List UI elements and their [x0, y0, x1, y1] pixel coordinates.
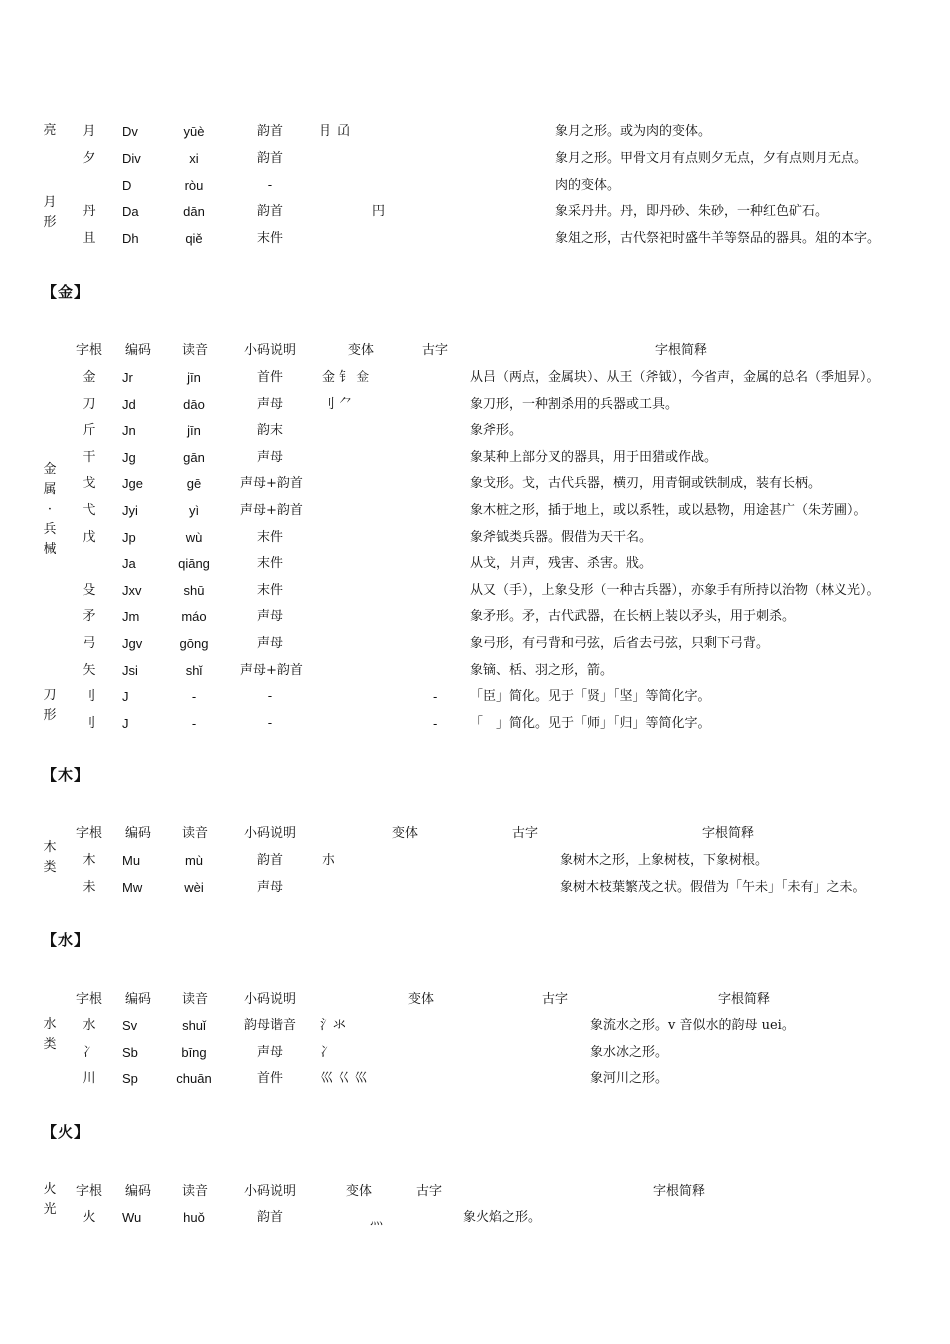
column-header: 读音	[181, 1184, 208, 1199]
column-header: 小码说明	[243, 826, 296, 841]
variant-forms: 刂 ⺈	[322, 396, 353, 412]
column-header: 编码	[124, 826, 151, 841]
radical-char: 刂	[82, 689, 96, 705]
radical-code: Wu	[122, 1210, 142, 1225]
pinyin: shǐ	[185, 662, 203, 678]
radical-char: 弋	[82, 503, 96, 518]
radical-explanation: 象斧钺类兵器。假借为天干名。	[470, 529, 653, 545]
radical-explanation: 从戈，爿声，残害、杀害。戕。	[470, 556, 653, 572]
column-header: 字根简释	[653, 1184, 706, 1199]
variant-forms: 冫	[320, 1044, 334, 1060]
radical-code: Ja	[122, 556, 136, 572]
pinyin: gān	[183, 449, 205, 465]
pinyin: bīng	[181, 1044, 207, 1060]
pinyin: jīn	[187, 423, 201, 439]
code-note: 声母	[256, 396, 283, 412]
column-header: 字根	[75, 826, 102, 841]
pinyin: gē	[186, 476, 202, 492]
radical-code: Da	[122, 204, 139, 219]
column-header: 变体	[408, 992, 435, 1007]
pinyin: qiāng	[178, 556, 210, 572]
radical-explanation: 象俎之形，古代祭祀时盛牛羊等祭品的器具。俎的本字。	[555, 231, 881, 246]
column-header: 小码说明	[243, 992, 296, 1007]
code-note: 韵首	[256, 853, 283, 868]
code-note: 声母+韵首	[240, 503, 303, 518]
radical-char: 月	[82, 124, 96, 139]
column-header: 读音	[181, 343, 208, 358]
pinyin: dān	[183, 204, 205, 219]
radical-code: J	[122, 715, 129, 731]
pinyin: jīn	[187, 370, 201, 385]
column-header: 变体	[392, 826, 419, 841]
radical-char: 刀	[82, 396, 96, 412]
radical-char: 殳	[82, 582, 96, 598]
radical-char: 木	[82, 853, 96, 868]
group-label: 木类	[43, 840, 57, 875]
column-header: 编码	[124, 992, 151, 1007]
variant-forms: 円	[372, 204, 386, 219]
pinyin: mù	[184, 853, 204, 868]
radical-char: 金	[82, 370, 96, 385]
pinyin: dāo	[183, 396, 205, 412]
variant-forms: 金 钅 𨤾	[322, 370, 370, 385]
radical-char: 冫	[82, 1044, 96, 1060]
radical-explanation: 「 」简化。见于「师」「归」等简化字。	[470, 715, 711, 731]
pinyin: yì	[188, 503, 200, 518]
code-note: 韵首	[256, 204, 283, 219]
radical-explanation: 象木桩之形，插于地上，或以系牲，或以悬物，用途甚广（朱芳圃）。	[470, 503, 867, 518]
group-label: 亮	[43, 123, 57, 138]
radical-explanation: 象树木之形，上象树枝，下象树根。	[560, 853, 769, 868]
pinyin: shuǐ	[182, 1018, 206, 1033]
pinyin: chuān	[176, 1071, 212, 1086]
group-label: 金属·兵械	[43, 462, 57, 557]
radical-code: Mw	[122, 879, 143, 895]
radical-explanation: 象弓形，有弓背和弓弦，后省去弓弦，只剩下弓背。	[470, 636, 770, 651]
radical-code: Dv	[122, 124, 138, 139]
variant-forms: 氵氺	[320, 1018, 347, 1033]
radical-char: 火	[82, 1210, 96, 1225]
section-title: 【水】	[42, 931, 91, 949]
code-note: -	[267, 715, 273, 731]
radical-char: 夕	[82, 151, 96, 166]
column-header: 编码	[124, 1184, 151, 1199]
radical-code: Jn	[122, 423, 136, 439]
code-note: 声母	[256, 449, 283, 465]
column-header: 字根	[75, 1184, 102, 1199]
radical-char: 刂	[82, 715, 96, 731]
radical-code: Mu	[122, 853, 141, 868]
column-header: 古字	[542, 992, 569, 1007]
code-note: 首件	[256, 370, 283, 385]
code-note: 韵首	[256, 124, 283, 139]
code-note: 声母+韵首	[240, 662, 303, 678]
column-header: 字根	[75, 992, 102, 1007]
radical-char: 川	[82, 1071, 96, 1086]
radical-explanation: 象某种上部分叉的器具，用于田猎或作战。	[470, 449, 718, 465]
radical-char: 干	[82, 449, 96, 465]
code-note: 声母	[256, 1044, 283, 1060]
radical-code: Jgv	[122, 636, 143, 651]
radical-code: J	[122, 689, 129, 705]
column-header: 古字	[512, 826, 539, 841]
radical-explanation: 从吕（两点，金属块）、从王（斧钺），今省声，金属的总名（季旭昇）。	[470, 370, 880, 385]
group-label: 月形	[43, 195, 57, 230]
pinyin: gōng	[179, 636, 209, 651]
radical-explanation: 从又（手），上象殳形（一种古兵器），亦象手有所持以治物（林义光）。	[470, 582, 880, 598]
radical-explanation: 象火焰之形。	[463, 1210, 542, 1225]
column-header: 古字	[416, 1184, 443, 1199]
radical-explanation: 象刀形，一种割杀用的兵器或工具。	[470, 396, 679, 412]
radical-code: Jxv	[122, 582, 142, 598]
radical-explanation: 象矛形。矛，古代武器，在长柄上装以矛头，用于刺杀。	[470, 609, 796, 625]
column-header: 读音	[181, 826, 208, 841]
pinyin: ròu	[184, 178, 204, 193]
radical-explanation: 象水冰之形。	[590, 1044, 669, 1060]
group-label: 刀形	[43, 688, 57, 723]
code-note: -	[267, 689, 273, 705]
group-label: 火光	[43, 1182, 57, 1217]
column-header: 读音	[181, 992, 208, 1007]
ancient-form: -	[433, 715, 438, 731]
variant-forms: 巛 巜 巛	[320, 1071, 368, 1086]
pinyin: shū	[183, 582, 205, 598]
radical-explanation: 肉的变体。	[555, 178, 621, 193]
code-note: 末件	[256, 529, 283, 545]
radical-char: 水	[82, 1018, 96, 1033]
variant-forms: ⺝ 𠙶	[320, 124, 351, 139]
column-header: 字根简释	[655, 343, 708, 358]
radical-explanation: 象树木枝葉繁茂之状。假借为「午未」「未有」之未。	[560, 879, 866, 895]
radical-code: Jr	[122, 370, 133, 385]
radical-code: Jg	[122, 449, 136, 465]
code-note: 末件	[256, 582, 283, 598]
radical-explanation: 象采丹井。丹，即丹砂、朱砂，一种红色矿石。	[555, 204, 829, 219]
code-note: 声母+韵首	[240, 476, 303, 492]
radical-explanation: 象斧形。	[470, 423, 523, 439]
section-title: 【火】	[42, 1123, 91, 1141]
pinyin: wù	[185, 529, 203, 545]
radical-code: D	[122, 178, 132, 193]
radical-code: Div	[122, 151, 141, 166]
radical-explanation: 象镝、栝、羽之形，箭。	[470, 662, 614, 678]
radical-code: Sp	[122, 1071, 138, 1086]
code-note: 韵末	[256, 423, 283, 439]
code-note: 首件	[256, 1071, 283, 1086]
radical-char: 丹	[82, 204, 96, 219]
radical-char: 戈	[82, 476, 96, 492]
variant-forms: 朩	[322, 853, 336, 868]
pinyin: -	[191, 715, 197, 731]
column-header: 小码说明	[243, 1184, 296, 1199]
ancient-form: -	[433, 689, 438, 705]
code-note: 韵母谐音	[243, 1018, 296, 1033]
code-note: 韵首	[256, 1210, 283, 1225]
radical-code: Jp	[122, 529, 136, 545]
code-note: 声母	[256, 879, 283, 895]
pinyin: xi	[189, 151, 199, 166]
pinyin: wèi	[184, 879, 204, 895]
section-title: 【金】	[42, 283, 91, 301]
code-note: 末件	[256, 556, 283, 572]
radical-explanation: 象流水之形。v 音似水的韵母 uei。	[590, 1018, 795, 1033]
radical-char: 斤	[82, 423, 96, 439]
code-note: 韵首	[256, 151, 283, 166]
variant-forms: 灬	[370, 1213, 384, 1228]
column-header: 小码说明	[243, 343, 296, 358]
radical-code: Jm	[122, 609, 140, 625]
column-header: 古字	[422, 343, 449, 358]
column-header: 变体	[348, 343, 375, 358]
column-header: 变体	[346, 1184, 373, 1199]
radical-char: 未	[82, 879, 96, 895]
radical-explanation: 象戈形。戈，古代兵器，横刃，用青铜或铁制成，装有长柄。	[470, 476, 822, 492]
radical-code: Sb	[122, 1044, 138, 1060]
code-note: 声母	[256, 609, 283, 625]
radical-code: Jsi	[122, 662, 138, 678]
pinyin: máo	[181, 609, 207, 625]
column-header: 编码	[124, 343, 151, 358]
radical-char: 矢	[82, 662, 96, 678]
radical-code: Jyi	[122, 503, 138, 518]
column-header: 字根简释	[702, 826, 755, 841]
radical-code: Dh	[122, 231, 139, 246]
radical-code: Jd	[122, 396, 136, 412]
radical-char: 且	[82, 231, 96, 246]
pinyin: huǒ	[183, 1210, 205, 1225]
radical-char: 弓	[82, 636, 96, 651]
radical-char: 戊	[82, 529, 96, 545]
radical-char: 矛	[82, 609, 96, 625]
radical-explanation: 「臣」简化。见于「贤」「坚」等简化字。	[470, 689, 711, 705]
pinyin: -	[191, 689, 197, 705]
column-header: 字根	[75, 343, 102, 358]
radical-code: Jge	[122, 476, 143, 492]
code-note: 末件	[256, 231, 283, 246]
radical-explanation: 象月之形。或为肉的变体。	[555, 124, 712, 139]
section-title: 【木】	[42, 766, 91, 784]
code-note: -	[267, 178, 273, 193]
code-note: 声母	[256, 636, 283, 651]
pinyin: yūè	[183, 124, 205, 139]
radical-explanation: 象河川之形。	[590, 1071, 669, 1086]
pinyin: qiě	[185, 231, 203, 246]
column-header: 字根简释	[718, 992, 771, 1007]
radical-explanation: 象月之形。甲骨文月有点则夕无点，夕有点则月无点。	[555, 151, 868, 166]
radical-code: Sv	[122, 1018, 138, 1033]
group-label: 水类	[43, 1017, 57, 1052]
